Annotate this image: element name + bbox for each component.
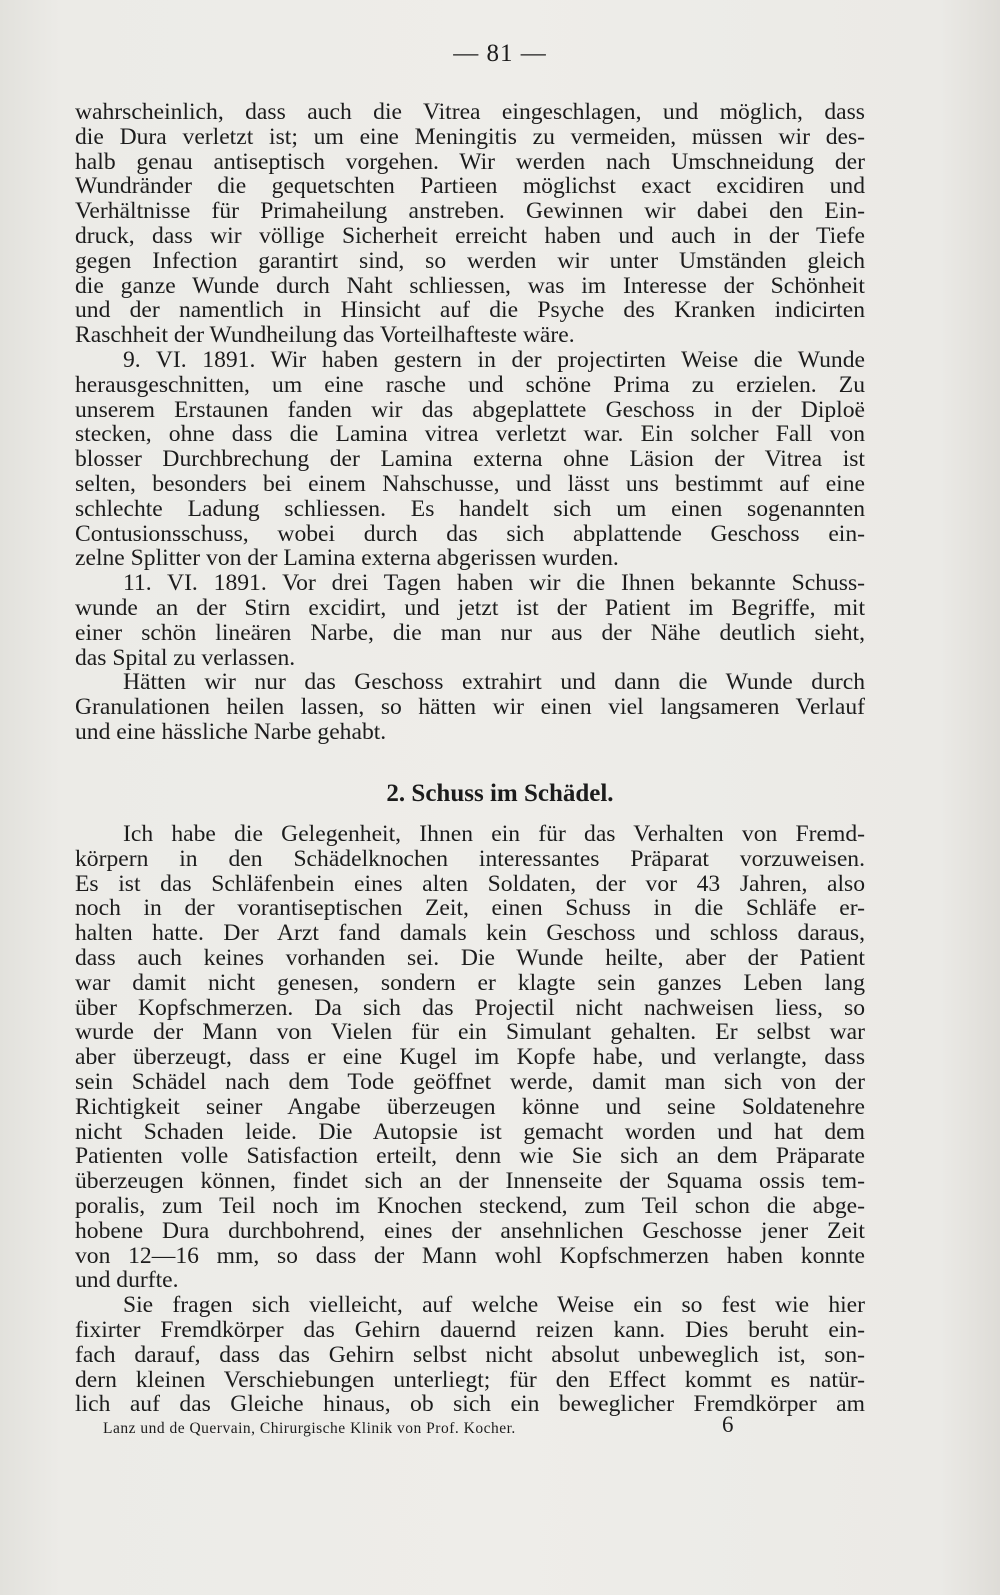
text-line: über Kopfschmerzen. Da sich das Projectil nicht nachweisen liess, so <box>75 994 865 1021</box>
text-block-upper <box>75 100 865 745</box>
text-line: Patienten volle Satisfaction erteilt, denn wie Sie sich an dem Präparate <box>75 1143 865 1170</box>
sheet-number: 6 <box>722 1412 734 1437</box>
text-line: überzeugen können, findet sich an der Innenseite der Squama ossis tem- <box>75 1168 865 1195</box>
text-line: hobene Dura durchbohrend, eines der ansehnlichen Geschosse jener Zeit <box>75 1217 865 1244</box>
text-line: 9. VI. 1891. Wir haben gestern in der projectirten Weise die Wunde <box>123 346 865 373</box>
text-line: Contusionsschuss, wobei durch das sich abplattende Geschoss ein- <box>75 520 865 547</box>
text-line: unserem Erstaunen fanden wir das abgeplattete Geschoss in der Diploë <box>75 396 865 423</box>
text-line: Hätten wir nur das Geschoss extrahirt und dann die Wunde durch <box>123 669 865 696</box>
text-line: Ich habe die Gelegenheit, Ihnen ein für das Verhalten von Fremd- <box>123 821 865 847</box>
text-line: schlechte Ladung schliessen. Es handelt sich um einen sogenannten <box>75 495 865 522</box>
section-heading: 2. Schuss im Schädel. <box>386 780 614 807</box>
text-line: Granulationen heilen lassen, so hätten wir einen viel langsameren Verlauf <box>75 694 865 721</box>
text-line: gegen Infection garantirt sind, so werden wir unter Umständen gleich <box>75 247 865 274</box>
text-line: 11. VI. 1891. Vor drei Tagen haben wir die Ihnen bekannte Schuss- <box>123 570 865 597</box>
text-line: die ganze Wunde durch Naht schliessen, was im Interesse der Schönheit <box>75 272 865 299</box>
text-line: von 12—16 mm, so dass der Mann wohl Kopfschmerzen haben konnte <box>75 1242 865 1269</box>
text-line: dass auch keines vorhanden sei. Die Wunde heilte, aber der Patient <box>75 944 865 971</box>
text-line: dern kleinen Verschiebungen unterliegt; für den Effect kommt es natür- <box>75 1366 865 1393</box>
text-line: körpern in den Schädelknochen interessantes Präparat vorzuweisen. <box>75 845 865 872</box>
text-line: herausgeschnitten, um eine rasche und schöne Prima zu erzielen. Zu <box>75 371 865 398</box>
text-line: lich auf das Gleiche hinaus, ob sich ein beweglicher Fremdkörper am <box>75 1391 865 1418</box>
text-line: zelne Splitter von der Lamina externa abgerissen wurden. <box>75 545 619 572</box>
text-line: Verhältnisse für Primaheilung anstreben. Gewinnen wir dabei den Ein- <box>75 198 865 225</box>
text-line: die Dura verletzt ist; um eine Meningitis zu vermeiden, müssen wir des- <box>75 123 865 150</box>
text-line: Es ist das Schläfenbein eines alten Soldaten, der vor 43 Jahren, also <box>75 870 865 897</box>
text-line: halten hatte. Der Arzt fand damals kein Geschoss und schloss daraus, <box>75 920 865 947</box>
text-line: fixirter Fremdkörper das Gehirn dauernd reizen kann. Dies beruht ein- <box>75 1316 865 1343</box>
text-line: druck, dass wir völlige Sicherheit erreicht haben und auch in der Tiefe <box>75 222 865 249</box>
text-line: blosser Durchbrechung der Lamina externa ohne Läsion der Vitrea ist <box>75 446 865 473</box>
text-line: fach darauf, dass das Gehirn selbst nicht absolut unbeweglich ist, son- <box>75 1341 865 1368</box>
page-number: — 81 — <box>453 40 547 67</box>
footer-signature: Lanz und de Quervain, Chirurgische Klinik von Prof. Kocher. <box>103 1420 516 1437</box>
text-line: Richtigkeit seiner Angabe überzeugen könne und seine Soldatenehre <box>75 1093 865 1120</box>
text-line: selten, besonders bei einem Nahschusse, und lässt uns bestimmt auf eine <box>75 470 865 497</box>
text-line: stecken, ohne dass die Lamina vitrea verletzt war. Ein solcher Fall von <box>75 421 865 448</box>
text-line: Sie fragen sich vielleicht, auf welche Weise ein so fest wie hier <box>123 1292 865 1319</box>
text-line: sein Schädel nach dem Tode geöffnet werde, damit man sich von der <box>75 1068 865 1095</box>
text-line: noch in der vorantiseptischen Zeit, einen Schuss in die Schläfe er- <box>75 895 865 922</box>
text-line: war damit nicht genesen, sondern er klagte sein ganzes Leben lang <box>75 969 865 996</box>
text-line: wurde der Mann von Vielen für ein Simulant gehalten. Er selbst war <box>75 1019 865 1046</box>
text-line: Raschheit der Wundheilung das Vorteilhafteste wäre. <box>75 322 575 349</box>
text-line: poralis, zum Teil noch im Knochen steckend, zum Teil schon die abge- <box>75 1192 865 1219</box>
text-block-lower <box>75 822 865 1417</box>
text-line: das Spital zu verlassen. <box>75 644 296 671</box>
text-line: und eine hässliche Narbe gehabt. <box>75 718 387 745</box>
text-line: und der namentlich in Hinsicht auf die Psyche des Kranken indicirten <box>75 297 865 324</box>
text-line: nicht Schaden leide. Die Autopsie ist gemacht worden und hat dem <box>75 1118 865 1145</box>
text-line: einer schön lineären Narbe, die man nur aus der Nähe deutlich sieht, <box>75 619 865 646</box>
text-line: halb genau antiseptisch vorgehen. Wir werden nach Umschneidung der <box>75 148 865 175</box>
text-line: aber überzeugt, dass er eine Kugel im Kopfe habe, und verlangte, dass <box>75 1044 865 1071</box>
text-line: wahrscheinlich, dass auch die Vitrea eingeschlagen, und möglich, dass <box>75 99 865 125</box>
text-line: und durfte. <box>75 1267 179 1294</box>
text-line: wunde an der Stirn excidirt, und jetzt ist der Patient im Begriffe, mit <box>75 594 865 621</box>
text-line: Wundränder die gequetschten Partieen möglichst exact excidiren und <box>75 173 865 200</box>
